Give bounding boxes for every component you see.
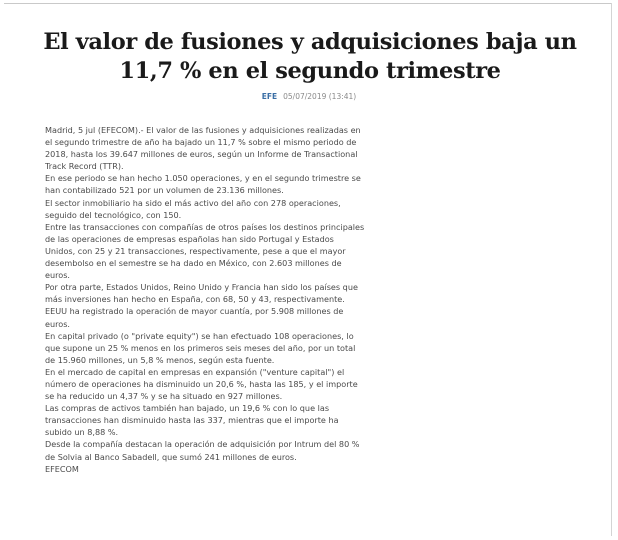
headline-line-1: El valor de fusiones y adquisiciones baja un (43, 29, 577, 55)
article-headline (40, 28, 580, 86)
body-paragraph: El sector inmobiliario ha sido el más activo del año con 278 operaciones, seguido del tecnológico, con 150. (45, 197, 341, 220)
top-divider (4, 3, 612, 4)
body-paragraph: En capital privado (o "private equity") se han efectuado 108 operaciones, lo que supone un 25 % menos en los primeros seis meses del año, por un total de 15.960 millones, un 5,8 % menos, según esta fuente. (45, 330, 356, 365)
agency-label: EFE (261, 92, 278, 101)
body-paragraph: Madrid, 5 jul (EFECOM).- El valor de las fusiones y adquisiciones realizadas en el segundo trimestre de año ha bajado un 11,7 % sobre el mismo periodo de 2018, hasta los 39.647 millones de euros, según un Informe de Transactional Track Record (TTR). (45, 125, 361, 172)
body-signature: EFECOM (45, 463, 79, 474)
body-paragraph: Desde la compañía destacan la operación de adquisición por Intrum del 80 % de Solvia al Banco Sabadell, que sumó 241 millones de euros. (45, 439, 360, 462)
publish-datetime: 05/07/2019 (13:41) (283, 92, 357, 101)
body-paragraph: En ese periodo se han hecho 1.050 operaciones, y en el segundo trimestre se han contabilizado 521 por un volumen de 23.136 millones. (45, 173, 361, 196)
body-paragraph: En el mercado de capital en empresas en expansión ("venture capital") el número de operaciones ha disminuido un 20,6 %, hasta las 185, y el importe se ha reducido un 4,37 % y se ha situado en 927 millones. (45, 366, 358, 402)
body-paragraph: Las compras de activos también han bajado, un 19,6 % con lo que las transacciones han disminuido hasta las 337, mientras que el importe ha subido un 8,88 %. (45, 403, 339, 438)
headline-line-2: 11,7 % en el segundo trimestre (119, 58, 501, 84)
body-paragraph: Por otra parte, Estados Unidos, Reino Unido y Francia han sido los países que más inversiones han hecho en España, con 68, 50 y 43, respectivamente. EEUU ha registrado la operación de mayor cuantía, por 5.908 millones de euros. (45, 282, 358, 329)
right-border (611, 3, 612, 536)
body-paragraph: Entre las transacciones con compañías de otros países los destinos principales de las operaciones de empresas españolas han sido Portugal y Estados Unidos, con 25 y 21 transacciones, respectivamente, pese a que el mayor desembolso en el semestre se ha dado en México, con 2.603 millones de euros. (45, 221, 365, 281)
article-body (45, 124, 365, 475)
article-byline (0, 92, 618, 102)
